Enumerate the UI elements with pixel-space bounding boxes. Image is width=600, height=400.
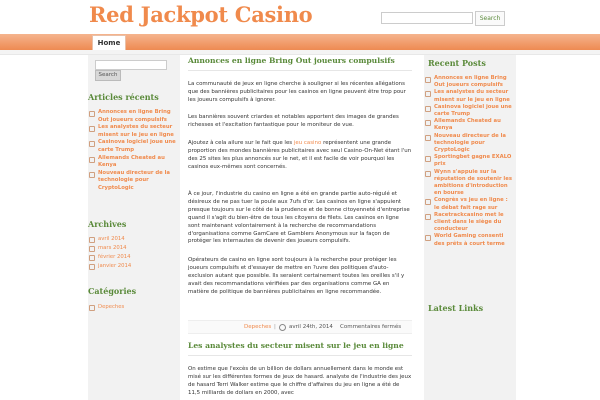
- bullet-icon: [425, 171, 431, 177]
- list-item[interactable]: Annonces en ligne Bring Out joueurs compulsifs: [425, 75, 513, 89]
- post-title[interactable]: Annonces en ligne Bring Out joueurs compulsifs: [188, 56, 395, 65]
- post-paragraph: À ce jour, l'industrie du casino en ligne a été en grande partie auto-régulé et désireux de ne pas tuer la poule aux 7ufs d'or. Les casinos en ligne s'appuient presque toujours sur le côté de la prudence et de bonne citoyenneté d'entreprise quand il s'agit du bien-être de tous les citoyens de filets. Les casinos en ligne sont maintenant volontairement à la recherche de recommandations d'organisations comme GamCare et Gamblers Anonymous sur la façon de protéger les internautes de devenir des joueurs compulsifs.: [188, 191, 410, 245]
- site-header: [0, 0, 600, 34]
- main-content: [188, 55, 412, 400]
- list-item[interactable]: mars 2014: [89, 244, 177, 253]
- latest-links-heading: Latest Links: [428, 303, 484, 313]
- post-comments: Commentaires fermés: [340, 324, 402, 330]
- left-sidebar: [88, 55, 180, 400]
- post-title[interactable]: Les analystes du secteur misent sur le jeu en ligne: [188, 341, 404, 350]
- casino-link[interactable]: jeu casino: [293, 140, 322, 146]
- sidebar-search-input[interactable]: [95, 60, 167, 70]
- post-category[interactable]: Depeches: [244, 324, 272, 330]
- bullet-icon: [89, 126, 95, 132]
- right-sidebar: [424, 55, 516, 400]
- list-item[interactable]: Allemands Cheated au Kenya: [89, 155, 177, 170]
- list-item[interactable]: février 2014: [89, 253, 177, 262]
- post-paragraph: Les bannières souvent criardes et notables apportent des images de grandes richesses et l'excitation fantastique pour le moniteur de vue.: [188, 114, 399, 128]
- post-paragraph: La communauté de jeux en ligne cherche à souligner si les récentes allégations que des bannières publicitaires pour les casinos en ligne peuvent être trop pour les joueurs compulsifs à ignorer.: [188, 81, 406, 103]
- list-item[interactable]: Nouveau directeur de la technologie pour CryptoLogic: [425, 133, 513, 155]
- recent-articles-heading: Articles récents: [88, 92, 159, 102]
- post-paragraph: Ajoutez à cela ailure sur le fait que les jeu casino représentent une grande proportion des mondes bannières publicitaires avec seul Casino-On-Net étant l'un des 25 sites les plus annoncés sur le net, et il est facile de voir pourquoi les casinos eux-mêmes sont concernés.: [188, 140, 412, 170]
- list-item[interactable]: avril 2014: [89, 235, 177, 244]
- bullet-icon: [425, 156, 431, 162]
- bullet-icon: [89, 264, 95, 270]
- bullet-icon: [425, 77, 431, 83]
- bullet-icon: [425, 214, 431, 220]
- post-meta: [188, 320, 412, 334]
- bullet-icon: [425, 120, 431, 126]
- categories-heading: Catégories: [88, 286, 137, 296]
- list-item[interactable]: Casinova logiciel joue une carte Trump: [425, 104, 513, 118]
- archives-heading: Archives: [88, 219, 127, 229]
- bullet-icon: [425, 135, 431, 141]
- list-item[interactable]: Les analystes du secteur misent sur le jeu en ligne: [425, 89, 513, 103]
- list-item[interactable]: Annonces en ligne Bring Out joueurs compulsifs: [89, 109, 177, 124]
- bullet-icon: [425, 91, 431, 97]
- list-item[interactable]: janvier 2014: [89, 262, 177, 271]
- list-item[interactable]: Racetrackcasino met le client dans le siège du conducteur: [425, 212, 513, 234]
- post-date: avril 24th, 2014: [289, 324, 333, 330]
- bullet-icon: [425, 199, 431, 205]
- bullet-icon: [425, 235, 431, 241]
- post-paragraph: Opérateurs de casino en ligne sont toujours à la recherche pour protéger les joueurs compulsifs et d'essayer de mettre en ?uvre des politiques d'auto-exclusion autant que possible. Ils seraient certainement toutes les oreilles s'il y avait des recommandations vérifiées par des organisations comme GA en matière de politique de bannières publicitaires en ligne recommandée.: [188, 257, 405, 295]
- list-item[interactable]: Nouveau directeur de la technologie pour CryptoLogic: [89, 170, 177, 193]
- nav-tab-home[interactable]: Home: [92, 35, 126, 51]
- bullet-icon: [89, 237, 95, 243]
- list-item[interactable]: Congrès vs jeu en ligne : le débat fait rage sur: [425, 197, 513, 211]
- site-title[interactable]: Red Jackpot Casino: [89, 2, 313, 27]
- list-item[interactable]: World Gaming consenti des prêts à court terme: [425, 233, 513, 247]
- bullet-icon: [89, 246, 95, 252]
- header-search-button[interactable]: Search: [475, 11, 505, 26]
- header-search-input[interactable]: [381, 12, 473, 24]
- post-paragraph: On estime que l'excès de un billion de dollars annuellement dans le monde est misé sur les différentes formes de jeux de hasard. analyste de l'industrie des jeux de hasard Terri Walker estime que le chiffre d'affaires du jeu en ligne a été de 11,5 milliards de dollars en 2000, avec: [188, 366, 412, 396]
- bullet-icon: [89, 305, 95, 311]
- list-item[interactable]: Casinova logiciel joue une carte Trump: [89, 139, 177, 154]
- bullet-icon: [425, 106, 431, 112]
- list-item[interactable]: Sportingbet gagne EXALO prix: [425, 154, 513, 168]
- bullet-icon: [89, 172, 95, 178]
- clock-icon: [279, 324, 286, 331]
- divider: [188, 355, 412, 356]
- recent-posts-list: [425, 75, 513, 248]
- list-item[interactable]: Depeches: [89, 303, 177, 312]
- categories-list: [89, 303, 177, 312]
- archives-list: [89, 235, 177, 271]
- recent-articles-list: [89, 109, 177, 193]
- bullet-icon: [89, 157, 95, 163]
- list-item[interactable]: Les analystes du secteur misent sur le jeu en ligne: [89, 124, 177, 139]
- bullet-icon: [89, 255, 95, 261]
- meta-separator: |: [274, 324, 276, 330]
- list-item[interactable]: Wynn s'appuie sur la réputation de soutenir les ambitions d'introduction en bourse: [425, 169, 513, 198]
- list-item[interactable]: Allemands Cheated au Kenya: [425, 118, 513, 132]
- sidebar-search-button[interactable]: Search: [95, 70, 121, 81]
- divider: [188, 70, 412, 71]
- bullet-icon: [89, 111, 95, 117]
- nav-bar: [0, 34, 600, 50]
- bullet-icon: [89, 141, 95, 147]
- recent-posts-heading: Recent Posts: [428, 58, 486, 68]
